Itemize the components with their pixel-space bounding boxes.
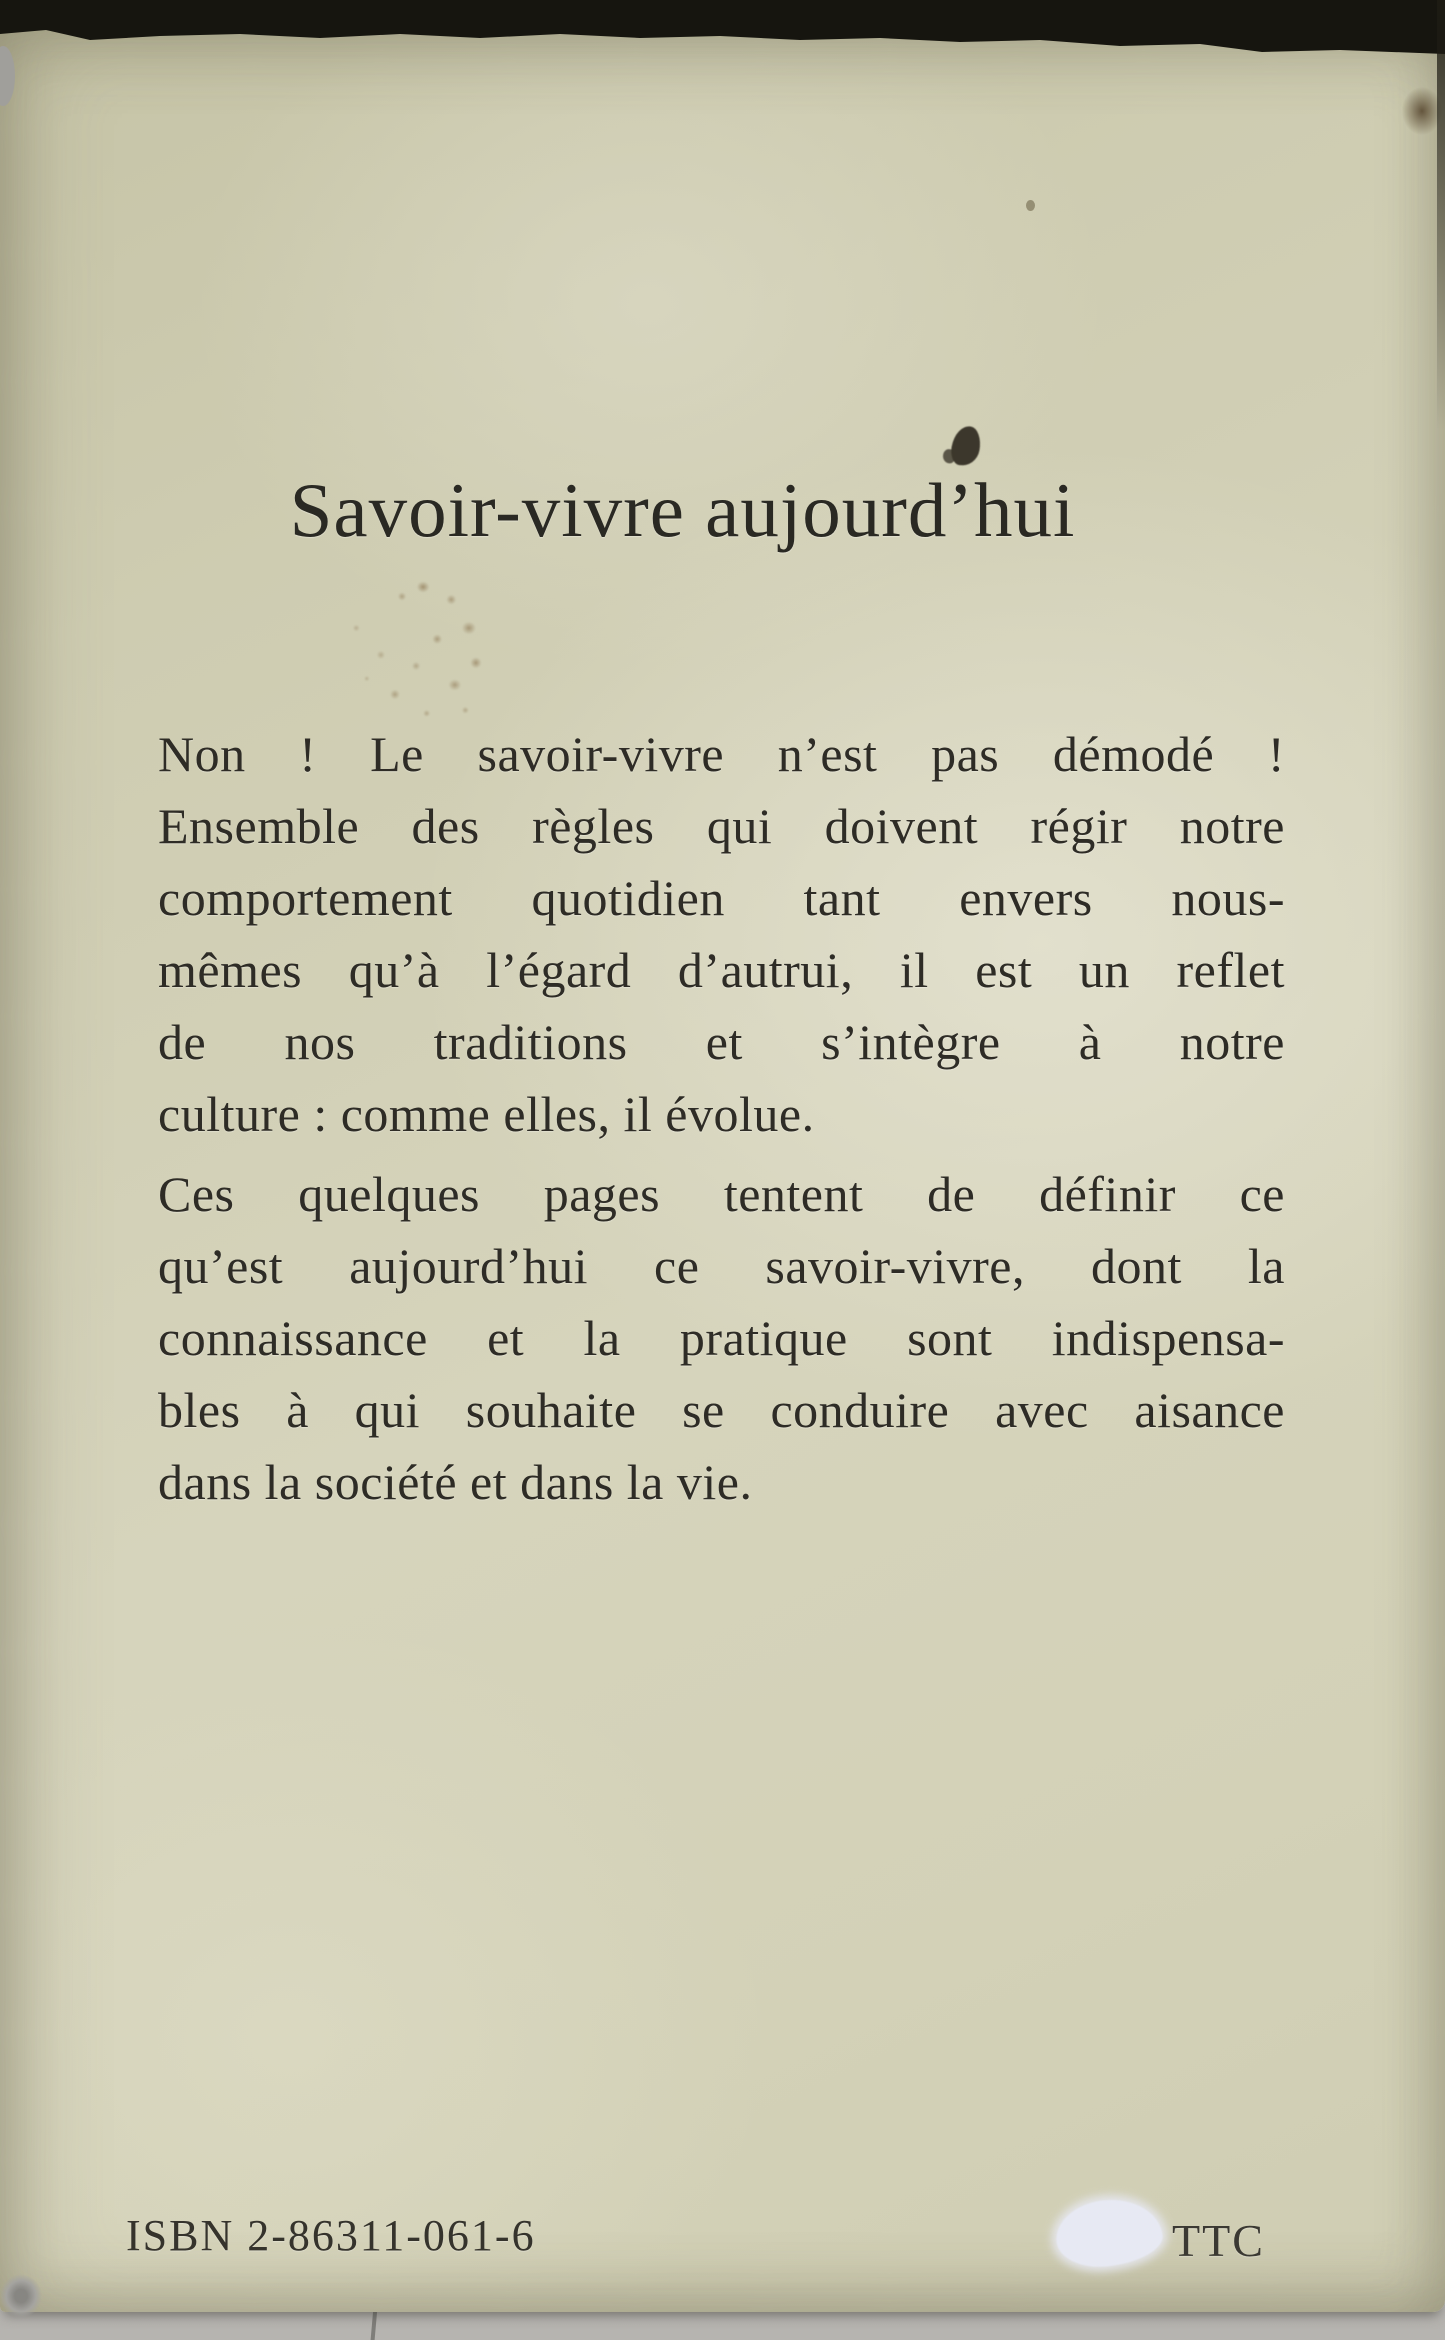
ink-blot-stain <box>949 424 984 468</box>
small-speck <box>1026 200 1035 211</box>
book-title: Savoir-vivre aujourd’hui <box>289 467 1076 553</box>
blurb-line: Non ! Le savoir-vivre n’est pas démodé ! <box>158 726 1285 782</box>
speckle-stain <box>314 568 490 726</box>
blurb-line: dans la société et dans la vie. <box>158 1454 753 1510</box>
blurb-line: comportement quotidien tant envers nous- <box>158 870 1285 926</box>
right-edge-shadow <box>1437 0 1445 430</box>
blurb-paragraph-2 <box>158 1158 1285 1518</box>
white-out-mark <box>1053 2195 1165 2272</box>
blurb-line: Ces quelques pages tentent de définir ce <box>158 1166 1285 1222</box>
bottom-left-speck <box>0 2274 42 2318</box>
blurb-line: qu’est aujourd’hui ce savoir-vivre, dont la <box>158 1238 1285 1294</box>
price-code-ttc: TTC <box>1172 2215 1265 2266</box>
blurb-line: de nos traditions et s’intègre à notre <box>158 1014 1285 1070</box>
blurb-line: mêmes qu’à l’égard d’autrui, il est un reflet <box>158 942 1285 998</box>
blurb-line: culture : comme elles, il évolue. <box>158 1086 815 1142</box>
isbn-text: ISBN 2-86311-061-6 <box>126 2211 536 2260</box>
blurb-line: Ensemble des règles qui doivent régir notre <box>158 798 1285 854</box>
blurb-line: bles à qui souhaite se conduire avec aisance <box>158 1382 1285 1438</box>
blurb-line: connaissance et la pratique sont indispensa- <box>158 1310 1285 1366</box>
book-back-cover <box>0 30 1445 2312</box>
blurb-paragraph-1 <box>158 718 1285 1150</box>
